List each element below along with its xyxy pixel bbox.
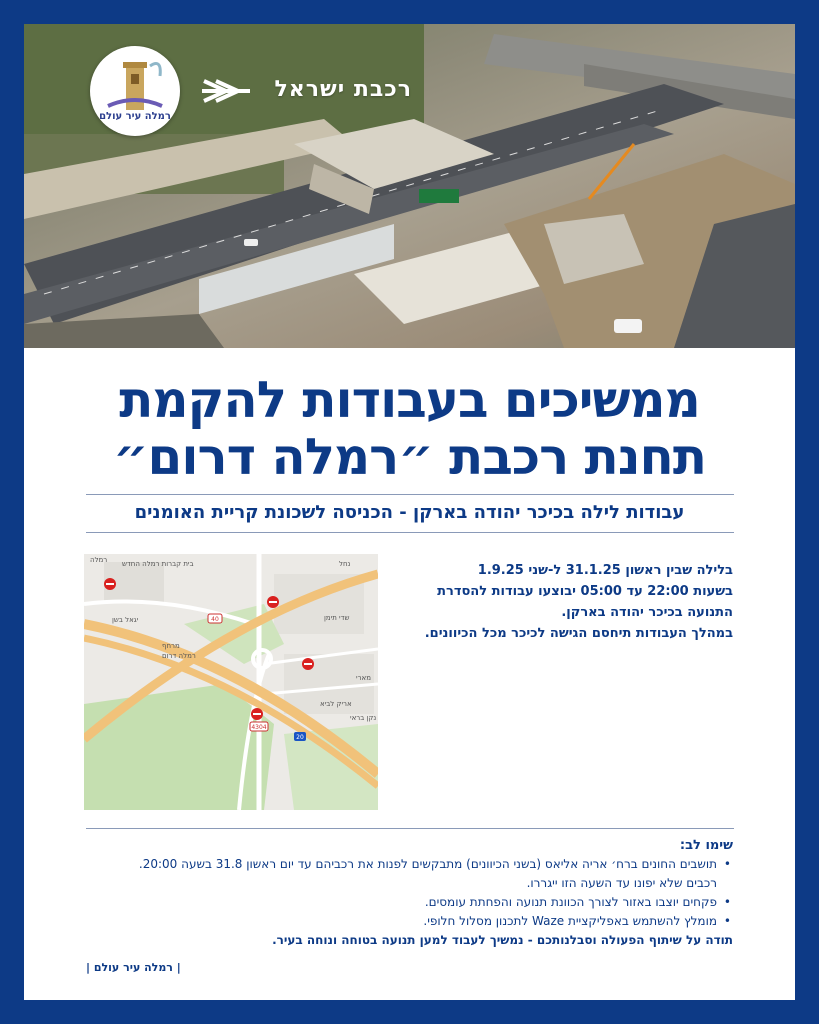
divider-notes bbox=[86, 828, 734, 829]
closure-map bbox=[84, 554, 378, 810]
info-line: התנועה בכיכר יהודה בארקן. bbox=[561, 605, 733, 620]
map-label: נקן בראי bbox=[350, 714, 377, 722]
list-item: רכבים שלא יפונו עד השעה הזו ייגררו. bbox=[526, 876, 717, 890]
city-logo-text: רמלה עיר עולם bbox=[99, 111, 171, 122]
road-badge: 20 bbox=[296, 734, 304, 741]
list-item: • פקחים יוצבו באזור לצורך הכוונת תנועה והפחתת עומסים. bbox=[86, 893, 733, 912]
map-label: רמלה דרום bbox=[162, 652, 196, 660]
divider-top bbox=[86, 494, 734, 495]
poster bbox=[24, 24, 795, 1000]
road-badge: 40 bbox=[211, 616, 219, 623]
list-item: • תושבים החונים ברח׳ אריה אליאס (בשני הכיוונים) מתבקשים לפנות את רכביהם עד יום ראשון 31.8 בשעה 20:00. bbox=[86, 855, 733, 874]
tower-icon bbox=[90, 46, 180, 136]
headline bbox=[44, 372, 775, 486]
notes-heading: שימו לב: bbox=[679, 838, 733, 853]
info-line: בשעות 22:00 עד 05:00 יבוצעו עבודות להסדרת bbox=[437, 584, 733, 599]
no-entry-icon bbox=[267, 596, 279, 608]
railway-emblem-icon bbox=[202, 77, 252, 105]
map-label: מארי bbox=[356, 674, 371, 682]
work-schedule-info bbox=[393, 560, 733, 644]
israel-railways-logo bbox=[202, 77, 412, 105]
attention-notes bbox=[86, 836, 733, 950]
map-label: רמלה bbox=[90, 556, 108, 564]
rail-logo-text: רכבת ישראל bbox=[274, 77, 412, 102]
map-label: נחל bbox=[339, 560, 351, 568]
no-entry-icon bbox=[104, 578, 116, 590]
notes-list bbox=[86, 855, 733, 931]
list-item: • מומלץ להשתמש באפליקציית Waze לתכנון מסלול חלופי. bbox=[86, 912, 733, 931]
map-label: אריק לביא bbox=[320, 700, 352, 708]
divider-bottom bbox=[86, 532, 734, 533]
info-line: בלילה שבין ראשון 31.1.25 ל-שני 1.9.25 bbox=[477, 563, 733, 578]
headline-line-1: ממשיכים בעבודות להקמת bbox=[119, 371, 700, 429]
map-label: יגאל בשן bbox=[112, 616, 139, 624]
construction-photo bbox=[24, 24, 795, 348]
subtitle: עבודות לילה בכיכר יהודה בארקן - הכניסה לשכונת קריית האומנים bbox=[134, 502, 685, 523]
info-line: במהלך העבודות תיחסם הגישה לכיכר מכל הכיוונים. bbox=[424, 626, 733, 641]
map-label: שדי תימן bbox=[324, 614, 350, 622]
map-graphic bbox=[84, 554, 378, 810]
headline-line-2: תחנת רכבת ״רמלה דרום״ bbox=[113, 428, 706, 486]
ramla-city-logo bbox=[90, 46, 180, 136]
footer-signature: | רמלה עיר עולם | bbox=[86, 961, 181, 974]
map-label: בית קברות רמלה החדש bbox=[122, 560, 194, 568]
road-badge: 4304 bbox=[251, 724, 267, 731]
no-entry-icon bbox=[251, 708, 263, 720]
thanks-text: תודה על שיתוף הפעולה וסבלנותכם - נמשיך לעבוד למען תנועה בטוחה ונוחה בעיר. bbox=[272, 933, 733, 947]
no-entry-icon bbox=[302, 658, 314, 670]
map-label: מרחף bbox=[162, 642, 180, 650]
